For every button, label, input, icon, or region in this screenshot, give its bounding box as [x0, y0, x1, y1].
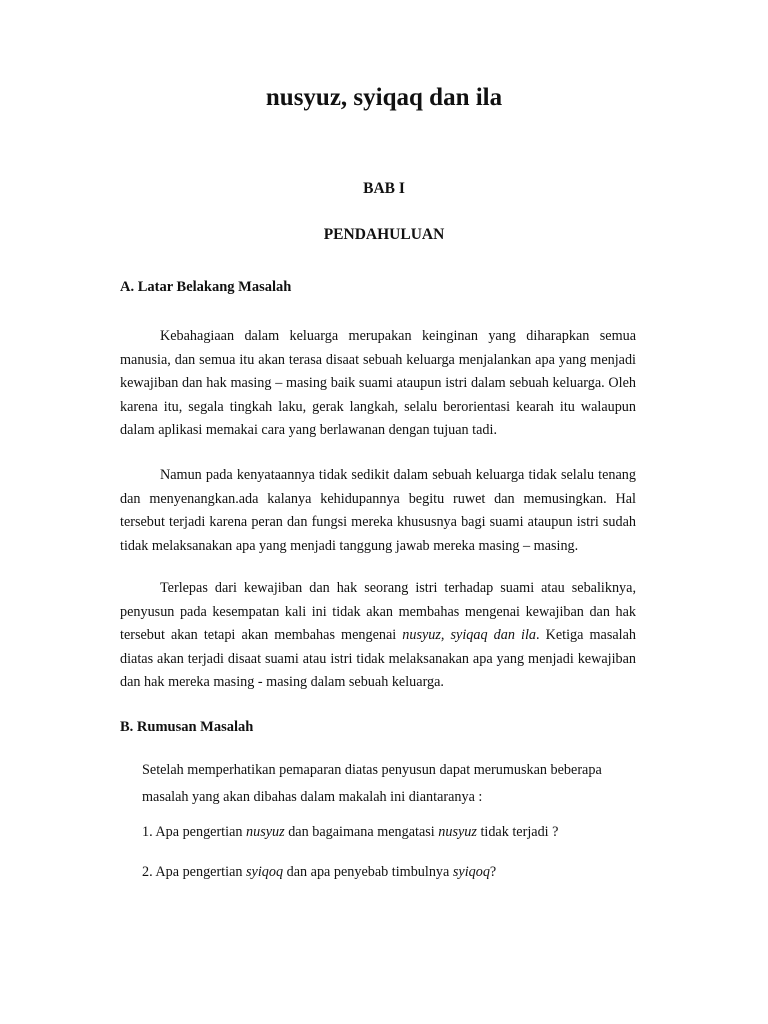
question-item-2	[142, 864, 496, 881]
question-text: 2. Apa pengertian	[142, 864, 247, 880]
italic-term: nusyuz, syiqaq dan ila	[402, 627, 536, 644]
question-text: dan apa penyebab timbulnya	[283, 864, 453, 880]
chapter-number: BAB I	[363, 180, 405, 197]
question-text: tidak terjadi ?	[476, 824, 559, 840]
paragraph-background-1: Kebahagiaan dalam keluarga merupakan keinginan yang diharapkan semua manusia, dan semua itu akan terasa disaat sebuah keluarga menjalankan apa yang menjadi kewajiban dan hak masing – masing baik suami ataupun istri dalam sebuah keluarga. Oleh karena itu, segala tingkah laku, gerak langkah, selalu berorientasi kearah itu walaupun dalam aplikasi memakai cara yang berlawanan dengan tujuan tadi.	[120, 328, 636, 439]
section-heading-problem-formulation: B. Rumusan Masalah	[120, 719, 254, 735]
italic-term: syiqoq	[452, 864, 490, 880]
chapter-title: PENDAHULUAN	[323, 226, 445, 243]
paragraph-background-3	[120, 577, 636, 695]
paragraph-text: . Ketiga masalah diatas akan terjadi disaat suami atau istri tidak melaksanakan apa yang menjadi kewajiban dan hak mereka masing - masing dalam sebuah keluarga.	[120, 627, 636, 691]
paragraph-background-2: Namun pada kenyataannya tidak sedikit dalam sebuah keluarga tidak selalu tenang dan menyenangkan.ada kalanya kehidupannya begitu ruwet dan memusingkan. Hal tersebut terjadi karena peran dan fungsi mereka khususnya bagi suami ataupun istri sudah tidak melaksanakan apa yang menjadi tanggung jawab mereka masing – masing.	[120, 467, 636, 554]
document-title: nusyuz, syiqaq dan ila	[265, 84, 503, 111]
paragraph-text: Terlepas dari kewajiban dan hak seorang istri terhadap suami atau sebaliknya, penyusun pada kesempatan kali ini tidak akan membahas mengenai kewajiban dan hak tersebut akan tetapi akan membahas mengenai	[120, 580, 636, 644]
italic-term: nusyuz	[246, 824, 285, 840]
italic-term: nusyuz	[438, 824, 477, 840]
problem-formulation-intro: Setelah memperhatikan pemaparan diatas penyusun dapat merumuskan beberapa masalah yang akan dibahas dalam makalah ini diantaranya :	[142, 762, 602, 805]
question-item-1	[142, 824, 558, 841]
question-text: 1. Apa pengertian	[142, 824, 247, 840]
question-text: ?	[489, 864, 497, 880]
question-text: dan bagaimana mengatasi	[284, 824, 439, 840]
section-heading-background: A. Latar Belakang Masalah	[120, 279, 292, 295]
italic-term: syiqoq	[246, 864, 284, 880]
